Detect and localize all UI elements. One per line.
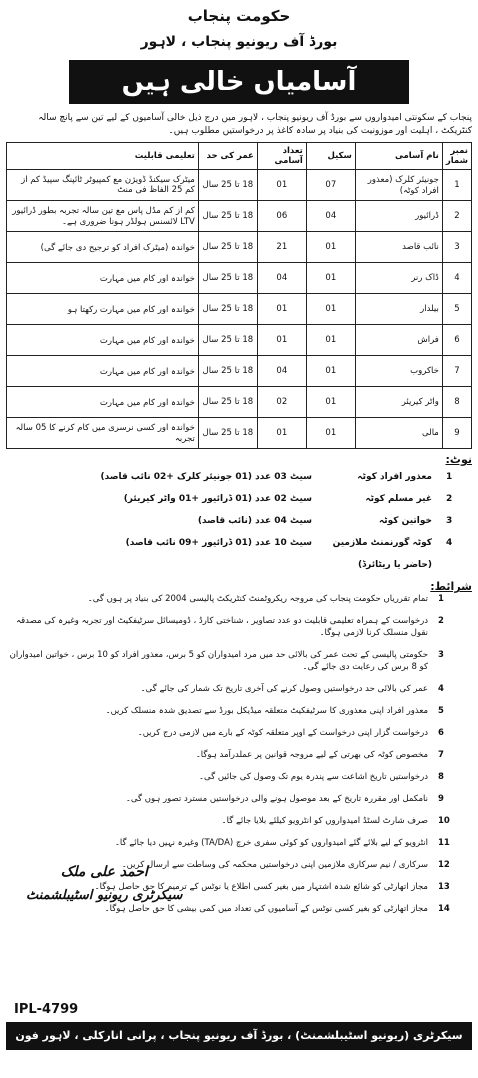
notes-list [6,466,472,576]
condition-number: 14 [438,904,450,914]
condition-number: 6 [438,728,444,738]
condition-number: 9 [438,794,444,804]
header-qualification: تعلیمی قابلیت [7,143,199,170]
condition-number: 4 [438,684,444,694]
header-serial: نمبر شمار [442,143,471,170]
serial-cell: 6 [442,325,471,356]
condition-number: 8 [438,772,444,782]
vacancies-banner: آسامیاں خالی ہیں [69,60,409,104]
condition-number: 1 [438,594,444,604]
condition-text: مجاز اتھارٹی کو بغیر کسی نوٹس کے آسامیوں کی تعداد میں کمی بیشی کا حق حاصل ہوگا۔ [104,904,428,914]
scale-cell: 01 [306,294,355,325]
post-name-cell: مالی [355,418,442,449]
qualification-cell: خواندہ اور کام میں مہارت [7,356,199,387]
condition-number: 7 [438,750,444,760]
scale-cell: 07 [306,170,355,201]
serial-cell: 2 [442,201,471,232]
note-number: 1 [446,472,453,482]
condition-item [6,615,472,639]
condition-item [6,649,472,673]
signatory-name: احمد علی ملک [60,864,148,880]
condition-text: حکومتی پالیسی کے تحت عمر کی بالائی حد میں مرد امیدواران کو 5 برس، معذور افراد کو 10 برس ، خواتین امیدواران کو 8 برس کی رعایت دی جائے گی۔ [9,650,428,672]
scale-cell: 01 [306,263,355,294]
condition-text: تمام تقرریاں حکومت پنجاب کی مروجہ ریکروٹمنٹ کنٹریکٹ پالیسی 2004 کی بنیاد پر ہوں گی۔ [87,594,428,604]
post-count-cell: 04 [257,356,306,387]
condition-text: درخواست گزار اپنی درخواست کے اوپر متعلقہ کوٹہ کے بارے میں لازمی درج کریں۔ [137,728,428,738]
condition-item [6,727,472,739]
note-quota: غیر مسلم کوٹہ [365,494,432,504]
post-count-cell: 01 [257,418,306,449]
condition-item [6,903,472,915]
post-count-cell: 01 [257,325,306,356]
condition-text: انٹرویو کے لیے بلائے گئے امیدواروں کو کوئی سفری خرچ (TA/DA) وغیرہ نہیں دیا جائے گا۔ [114,838,428,848]
note-seats: سیٹ 03 عدد (01 جونیئر کلرک +02 نائب قاصد) [100,472,312,482]
post-count-cell: 04 [257,263,306,294]
condition-item [6,793,472,805]
age-limit-cell: 18 تا 25 سال [198,325,257,356]
serial-cell: 3 [442,232,471,263]
table-header-row [7,143,472,170]
condition-number: 10 [438,816,450,826]
post-name-cell: جونیئر کلرک (معذور افراد کوٹہ) [355,170,442,201]
post-name-cell: نائب قاصد [355,232,442,263]
post-count-cell: 02 [257,387,306,418]
condition-text: سرکاری / نیم سرکاری ملازمین اپنی درخواستیں محکمہ کی وساطت سے ارسال کریں۔ [121,860,428,870]
condition-number: 2 [438,616,444,626]
note-item [6,488,472,510]
note-quota: خواتین کوٹہ [378,516,432,526]
condition-text: مخصوص کوٹہ کی بھرتی کے لیے مروجہ قوانین پر عملدرآمد ہوگا۔ [195,750,428,760]
condition-item [6,593,472,605]
conditions-title: شرائط: [430,580,472,593]
note-quota: معذور افراد کوٹہ [357,472,432,482]
age-limit-cell: 18 تا 25 سال [198,263,257,294]
table-row [7,356,472,387]
age-limit-cell: 18 تا 25 سال [198,201,257,232]
age-limit-cell: 18 تا 25 سال [198,387,257,418]
scale-cell: 01 [306,325,355,356]
qualification-cell: خواندہ اور کام میں مہارت [7,387,199,418]
serial-cell: 9 [442,418,471,449]
note-seats: سیٹ 04 عدد (نائب قاصد) [197,516,312,526]
post-name-cell: بیلدار [355,294,442,325]
table-row [7,387,472,418]
post-count-cell: 06 [257,201,306,232]
signatory-designation: سیکرٹری ریونیو اسٹیبلشمنٹ [26,888,183,903]
scale-cell: 01 [306,418,355,449]
header-post-name: نام آسامی [355,143,442,170]
header-scale: سکیل [306,143,355,170]
serial-cell: 7 [442,356,471,387]
scale-cell: 01 [306,356,355,387]
condition-number: 12 [438,860,450,870]
footer-contact: سیکرٹری (ریونیو اسٹیبلشمنٹ) ، بورڈ آف ریونیو پنجاب ، پرانی انارکلی ، لاہور فون نمبر: 91-04299210790 [6,1022,472,1050]
condition-number: 13 [438,882,450,892]
note-seats: سیٹ 02 عدد (01 ڈرائیور +01 واٹر کیریئر) [123,494,312,504]
age-limit-cell: 18 تا 25 سال [198,356,257,387]
vacancies-table [6,142,472,449]
serial-cell: 1 [442,170,471,201]
scale-cell: 04 [306,201,355,232]
note-number: 2 [446,494,453,504]
note-quota: کوٹہ گورنمنٹ ملازمین (حاضر یا ریٹائرڈ) [332,538,432,570]
government-title: حکومت پنجاب [187,7,291,25]
qualification-cell: خواندہ اور کام میں مہارت [7,325,199,356]
table-row [7,263,472,294]
header-post-count: تعداد آسامی [257,143,306,170]
condition-text: صرف شارٹ لسٹڈ امیدواروں کو انٹرویو کیلئے بلایا جائے گا۔ [221,816,428,826]
condition-item [6,683,472,695]
note-seats: سیٹ 10 عدد (01 ڈرائیور +09 نائب قاصد) [125,538,312,548]
condition-text: عمر کی بالائی حد درخواستیں وصول کرنے کی آخری تاریخ تک شمار کی جائے گی۔ [140,684,428,694]
post-name-cell: فراش [355,325,442,356]
condition-text: درخواست کے ہمراہ تعلیمی قابلیت دو عدد تصاویر ، شناختی کارڈ ، ڈومیسائل سرٹیفکیٹ اور تجربہ وغیرہ کی مصدقہ نقول منسلک کرنا لازمی ہوگا۔ [16,616,428,638]
table-row [7,232,472,263]
condition-item [6,837,472,849]
age-limit-cell: 18 تا 25 سال [198,418,257,449]
qualification-cell: خواندہ اور کام میں مہارت رکھتا ہو [7,294,199,325]
post-count-cell: 01 [257,294,306,325]
note-item [6,510,472,532]
condition-number: 11 [438,838,450,848]
note-number: 3 [446,516,453,526]
condition-number: 3 [438,650,444,660]
ipl-number: IPL-4799 [14,1002,79,1017]
age-limit-cell: 18 تا 25 سال [198,170,257,201]
age-limit-cell: 18 تا 25 سال [198,294,257,325]
note-item [6,532,472,576]
post-count-cell: 21 [257,232,306,263]
note-number: 4 [446,538,453,548]
notes-title: نوٹ: [445,453,472,466]
table-row [7,170,472,201]
condition-item [6,749,472,761]
post-name-cell: خاکروب [355,356,442,387]
post-name-cell: ڈاک رنر [355,263,442,294]
scale-cell: 01 [306,232,355,263]
serial-cell: 4 [442,263,471,294]
board-title: بورڈ آف ریونیو پنجاب ، لاہور [140,34,338,50]
condition-item [6,771,472,783]
post-count-cell: 01 [257,170,306,201]
condition-text: درخواستیں تاریخ اشاعت سے پندرہ یوم تک وصول کی جائیں گی۔ [199,772,428,782]
post-name-cell: ڈرائیور [355,201,442,232]
table-row [7,325,472,356]
post-name-cell: واٹر کیریئر [355,387,442,418]
condition-text: نامکمل اور مقررہ تاریخ کے بعد موصول ہونے والی درخواستیں مسترد تصور ہوں گی۔ [125,794,428,804]
condition-item [6,815,472,827]
condition-number: 5 [438,706,444,716]
qualification-cell: کم از کم مڈل پاس مع تین سالہ تجربہ بطور ڈرائیور LTV لائسنس ہولڈر ہونا ضروری ہے۔ [7,201,199,232]
scale-cell: 01 [306,387,355,418]
intro-text: پنجاب کے سکونتی امیدواروں سے بورڈ آف ریونیو پنجاب ، لاہور میں درج ذیل خالی آسامیوں کے لیے تین سے پانچ سالہ کنٹریکٹ ، اہلیت اور موزونیت کی بنیاد پر سادہ کاغذ پر درخواستیں مطلوب ہیں۔ [38,113,472,136]
condition-item [6,705,472,717]
qualification-cell: خواندہ (میٹرک افراد کو ترجیح دی جائے گی) [7,232,199,263]
condition-text: مجاز اتھارٹی کو شائع شدہ اشتہار میں بغیر کسی اطلاع یا نوٹس کے ترمیم کا حق حاصل ہوگا۔ [94,882,428,892]
qualification-cell: خواندہ اور کام میں مہارت [7,263,199,294]
age-limit-cell: 18 تا 25 سال [198,232,257,263]
serial-cell: 5 [442,294,471,325]
qualification-cell: خواندہ اور کسی نرسری میں کام کرنے کا 05 سالہ تجربہ [7,418,199,449]
condition-text: معذور افراد اپنی معذوری کا سرٹیفکیٹ متعلقہ میڈیکل بورڈ سے تصدیق شدہ منسلک کریں۔ [105,706,428,716]
table-row [7,418,472,449]
table-row [7,294,472,325]
table-row [7,201,472,232]
header-age-limit: عمر کی حد [198,143,257,170]
note-item [6,466,472,488]
signature-block [26,864,182,903]
qualification-cell: میٹرک سیکنڈ ڈویژن مع کمپیوٹر ٹائپنگ سپیڈ کم از کم 25 الفاظ فی منٹ [7,170,199,201]
serial-cell: 8 [442,387,471,418]
